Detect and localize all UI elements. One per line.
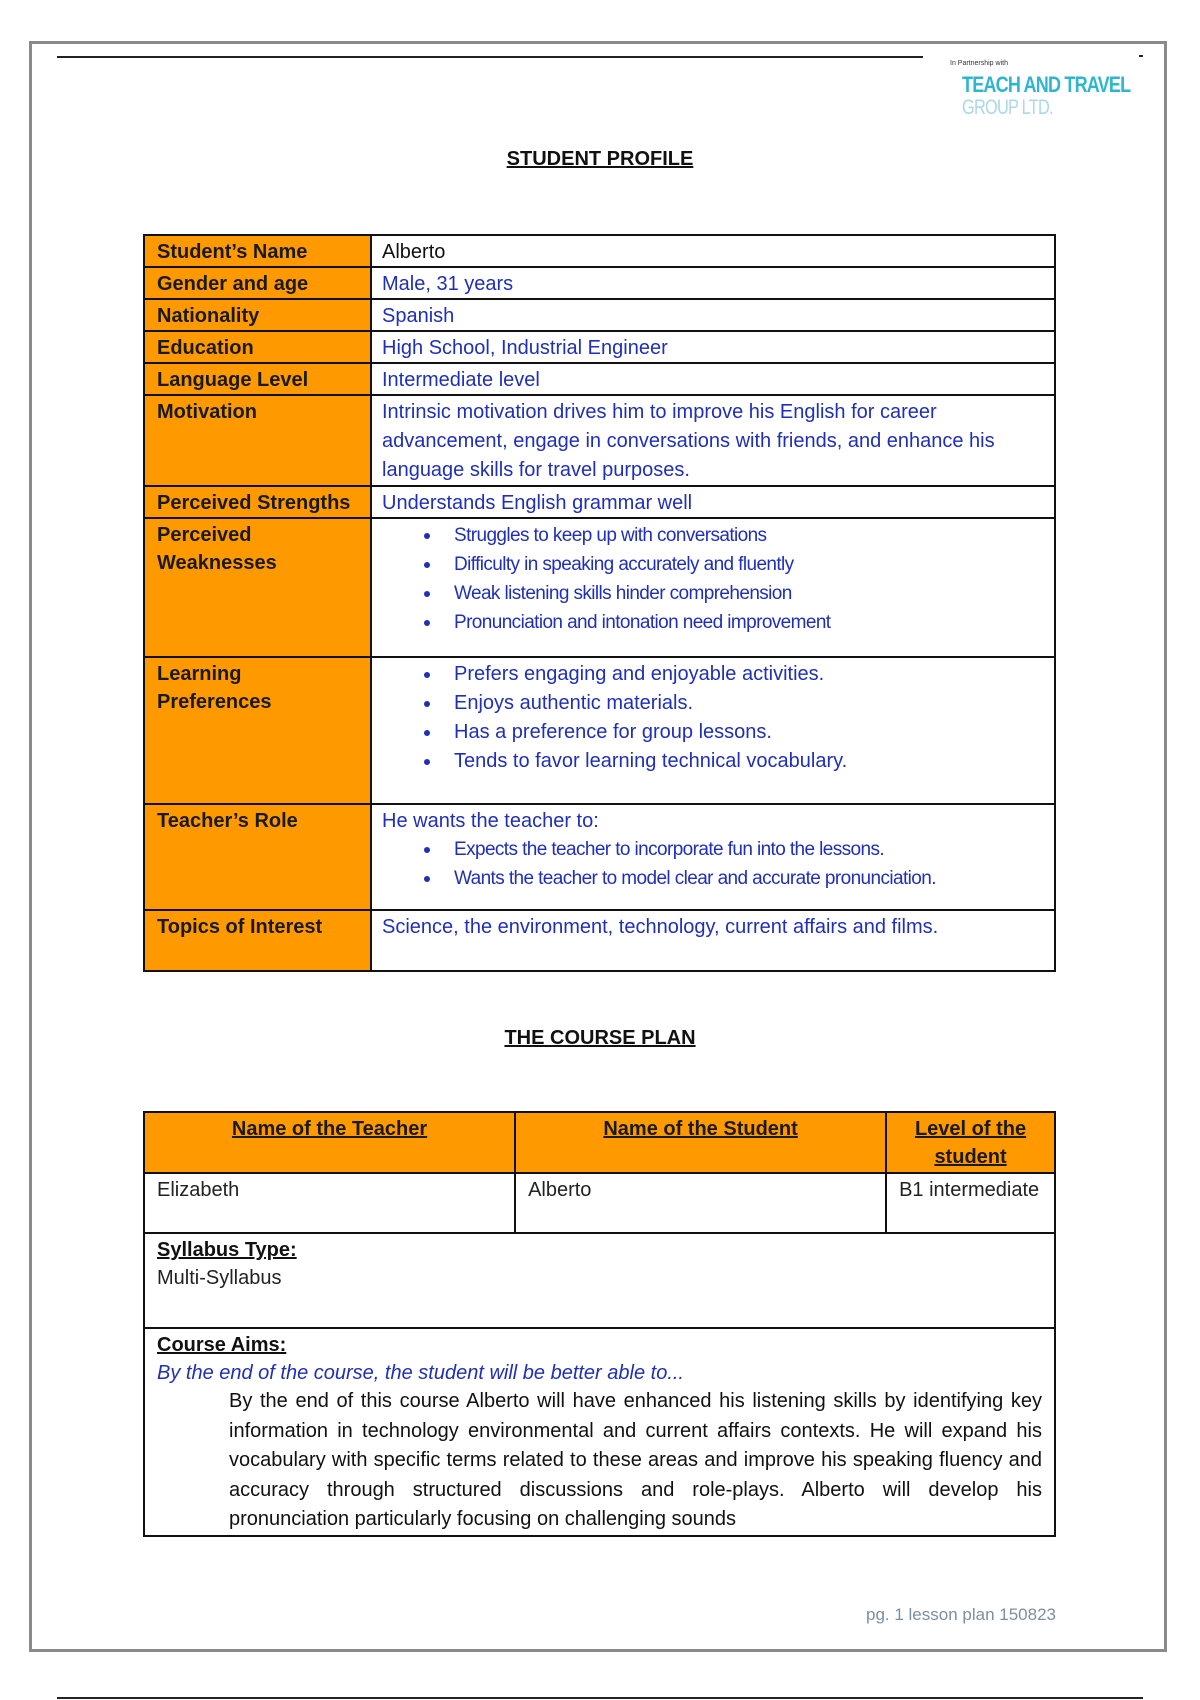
course-aims-lead: By the end of the course, the student will be better able to... [157, 1362, 684, 1384]
row-label: Education [144, 331, 371, 363]
list-item: Tends to favor learning technical vocabulary. [454, 747, 1044, 776]
list-item: Pronunciation and intonation need improvement [454, 608, 1044, 637]
logo-line1: TEACH AND TRAVEL [962, 72, 1131, 97]
list-item: Expects the teacher to incorporate fun into the lessons. [454, 835, 1044, 864]
student-name-value: Alberto [371, 235, 1055, 267]
education-value: High School, Industrial Engineer [371, 331, 1055, 363]
row-label: Motivation [144, 395, 371, 486]
preferences-value [371, 657, 1055, 804]
course-plan-heading [0, 1027, 1200, 1050]
table-row [144, 657, 1055, 804]
table-row [144, 518, 1055, 657]
teacher-name-value: Elizabeth [144, 1173, 515, 1233]
syllabus-value: Multi-Syllabus [157, 1267, 282, 1289]
table-row [144, 804, 1055, 910]
logo-line2: GROUP LTD. [962, 96, 1053, 119]
nationality-value: Spanish [371, 299, 1055, 331]
topics-value: Science, the environment, technology, current affairs and films. [371, 910, 1055, 971]
course-aims-label: Course Aims: [157, 1334, 287, 1356]
logo-partnership-text: In Partnership with [950, 60, 1008, 67]
teach-and-travel-logo [950, 60, 1131, 130]
table-row [144, 299, 1055, 331]
table-row [144, 363, 1055, 395]
course-plan-table [143, 1111, 1056, 1537]
course-aims-text: By the end of this course Alberto will have enhanced his listening skills by identifying key information in technology environmental and current affairs contexts. He will expand his vocabulary with specific terms related to these areas and improve his speaking fluency and accuracy through structured discussions and role-plays. Alberto will develop his pronunciation particularly focusing on challenging sounds [229, 1390, 1042, 1530]
table-row [144, 235, 1055, 267]
weaknesses-list [382, 521, 1044, 637]
table-row [144, 395, 1055, 486]
table-row [144, 267, 1055, 299]
row-label: Student’s Name [144, 235, 371, 267]
row-label: Nationality [144, 299, 371, 331]
teacher-role-intro: He wants the teacher to: [382, 810, 599, 832]
page-footer: pg. 1 lesson plan 150823 [866, 1605, 1056, 1624]
teacher-role-list [382, 835, 1044, 893]
student-level-value: B1 intermediate [886, 1173, 1055, 1233]
row-label [144, 657, 371, 804]
list-item: Struggles to keep up with conversations [454, 521, 1044, 550]
bottom-rule [57, 1697, 1143, 1699]
student-profile-heading [0, 148, 1200, 171]
motivation-value: Intrinsic motivation drives him to improve his English for career advancement, engage in conversations with friends, and enhance his language skills for travel purposes. [371, 395, 1055, 486]
row-label [144, 518, 371, 657]
row-label-line: Preferences [157, 691, 272, 713]
list-item: Prefers engaging and enjoyable activities. [454, 660, 1044, 689]
student-name-header: Name of the Student [515, 1112, 886, 1173]
header-rule [57, 56, 923, 58]
student-name-value: Alberto [515, 1173, 886, 1233]
table-row [144, 1112, 1055, 1173]
teacher-role-value [371, 804, 1055, 910]
row-label: Teacher’s Role [144, 804, 371, 910]
row-label: Gender and age [144, 267, 371, 299]
table-row [144, 1328, 1055, 1536]
row-label: Perceived Strengths [144, 486, 371, 518]
row-label: Language Level [144, 363, 371, 395]
table-row [144, 486, 1055, 518]
table-row [144, 1233, 1055, 1328]
list-item: Difficulty in speaking accurately and fluently [454, 550, 1044, 579]
list-item: Enjoys authentic materials. [454, 689, 1044, 718]
table-row [144, 331, 1055, 363]
preferences-list [382, 660, 1044, 776]
header-rule-mark [1139, 55, 1143, 57]
student-profile-heading-text: STUDENT PROFILE [506, 148, 694, 170]
list-item: Has a preference for group lessons. [454, 718, 1044, 747]
student-profile-table [143, 234, 1056, 972]
row-label-line: Learning [157, 663, 242, 685]
table-row [144, 1173, 1055, 1233]
list-item: Wants the teacher to model clear and accurate pronunciation. [454, 864, 1044, 893]
language-level-value: Intermediate level [371, 363, 1055, 395]
syllabus-cell [144, 1233, 1055, 1328]
weaknesses-value [371, 518, 1055, 657]
teacher-name-header: Name of the Teacher [144, 1112, 515, 1173]
syllabus-label: Syllabus Type: [157, 1239, 297, 1261]
strengths-value: Understands English grammar well [371, 486, 1055, 518]
course-plan-heading-text: THE COURSE PLAN [504, 1027, 696, 1049]
list-item: Weak listening skills hinder comprehension [454, 579, 1044, 608]
row-label: Topics of Interest [144, 910, 371, 971]
course-aims-cell [144, 1328, 1055, 1536]
table-row [144, 910, 1055, 971]
student-level-header: Level of the student [886, 1112, 1055, 1173]
row-label-line: Weaknesses [157, 552, 277, 574]
gender-age-value: Male, 31 years [371, 267, 1055, 299]
row-label-line: Perceived [157, 524, 252, 546]
